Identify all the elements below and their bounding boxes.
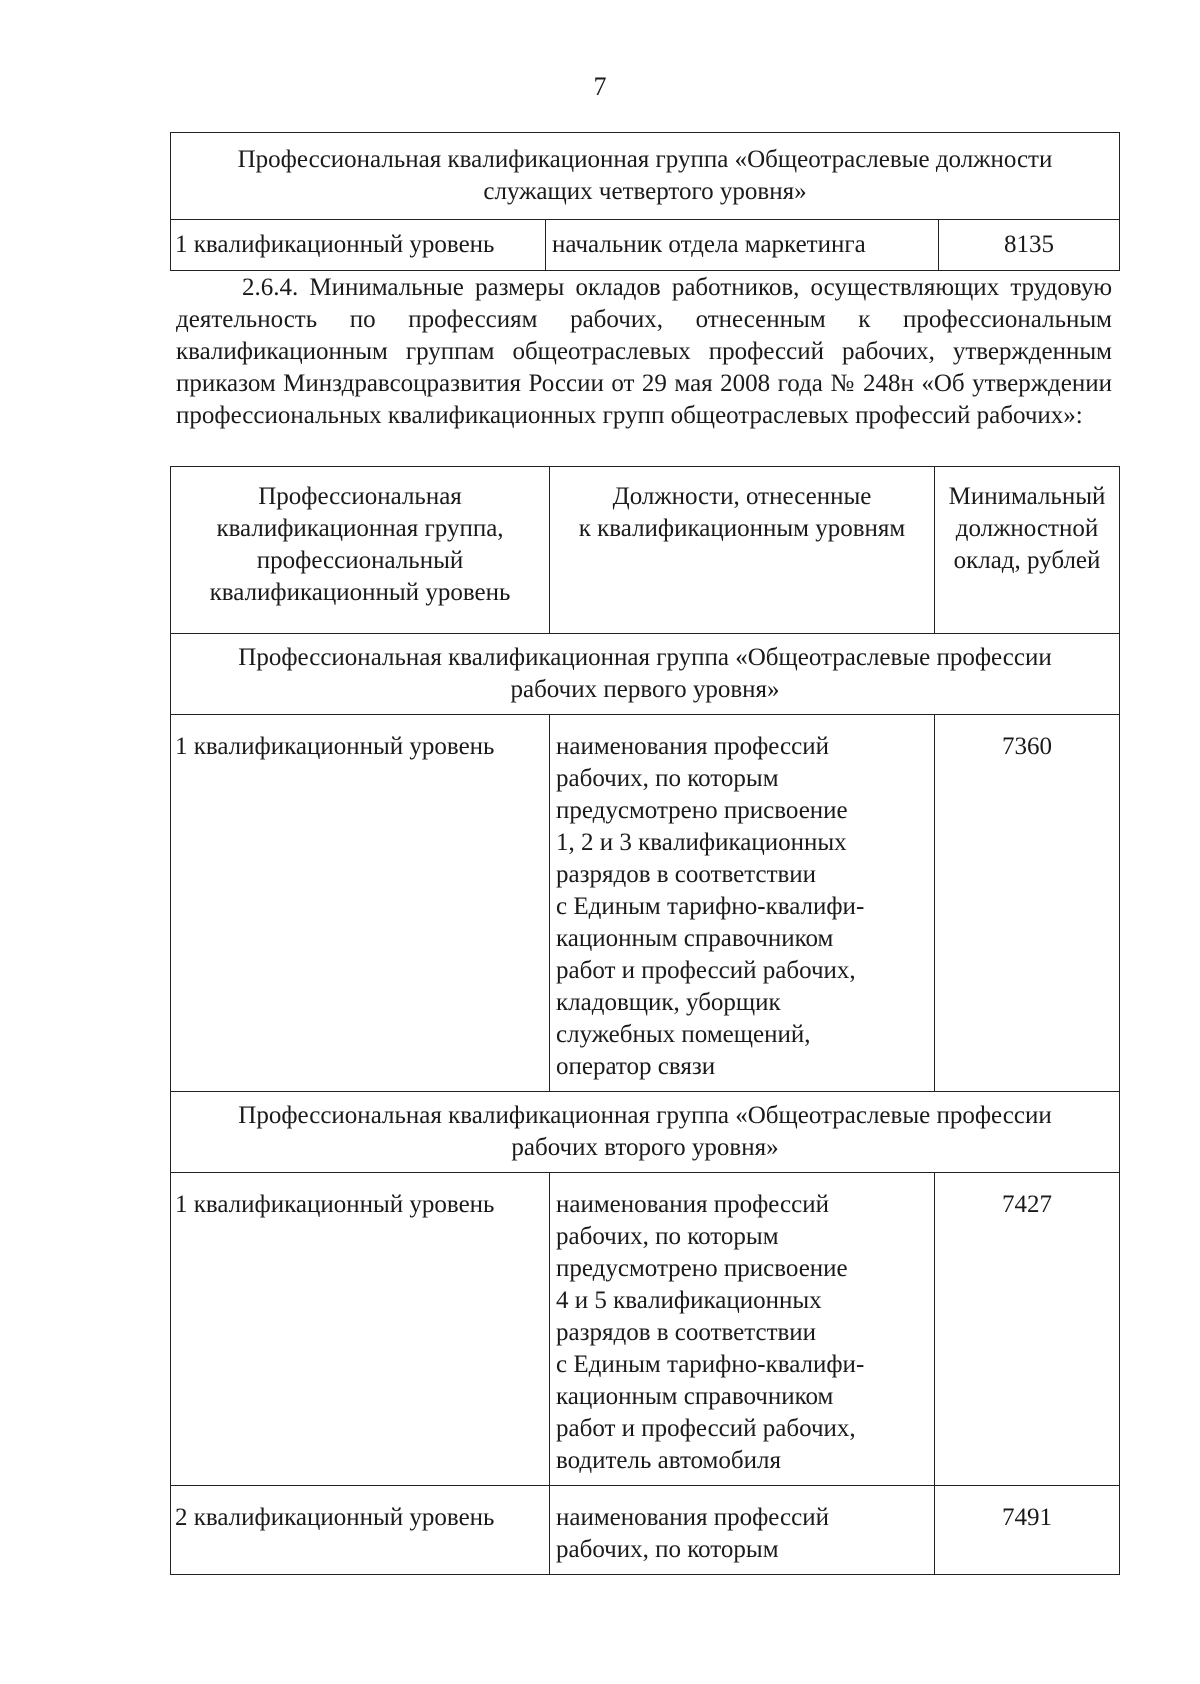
header-salary: [935, 467, 1120, 634]
header-group-level: [171, 467, 550, 634]
group-title-cell: [171, 634, 1120, 715]
table-header-row: [171, 467, 1120, 634]
table-row: [171, 1486, 1120, 1575]
position-line: предусмотрено присвоение: [556, 797, 848, 824]
header-line: Минимальный: [948, 483, 1106, 510]
position-line: кационным справочником: [556, 925, 834, 952]
position-line: оператор связи: [556, 1053, 716, 1080]
level-cell: 1 квалификационный уровень: [171, 220, 546, 271]
position-line: кационным справочником: [556, 1383, 834, 1410]
position-line: с Единым тарифно-квалифи-: [556, 1351, 865, 1378]
qualification-table-servants: [170, 132, 1120, 271]
header-line: оклад, рублей: [953, 547, 1101, 574]
header-line: Должности, отнесенные: [612, 483, 872, 510]
position-line: наименования профессий: [556, 1504, 829, 1531]
positions-cell: [550, 1486, 935, 1575]
position-line: разрядов в соответствии: [556, 861, 817, 888]
qualification-table-workers: [170, 466, 1120, 1575]
header-positions: [550, 467, 935, 634]
table-row-group: [171, 133, 1120, 220]
table-row-group: [171, 634, 1120, 715]
salary-cell: 8135: [939, 220, 1120, 271]
header-line: к квалификационным уровням: [578, 515, 906, 542]
group-title-cell: [171, 1092, 1120, 1173]
header-line: Профессиональная: [258, 483, 462, 510]
group-title-line: Профессиональная квалификационная группа «Общеотраслевые профессии: [238, 644, 1052, 671]
position-line: разрядов в соответствии: [556, 1319, 817, 1346]
level-cell: 1 квалификационный уровень: [171, 1173, 550, 1486]
group-title-line: рабочих второго уровня»: [511, 1134, 779, 1161]
salary-cell: 7360: [935, 715, 1120, 1092]
position-line: наименования профессий: [556, 1191, 829, 1218]
header-line: должностной: [955, 515, 1099, 542]
level-cell: 2 квалификационный уровень: [171, 1486, 550, 1575]
table-row: [171, 1173, 1120, 1486]
positions-cell: [550, 1173, 935, 1486]
salary-cell: 7491: [935, 1486, 1120, 1575]
page-number: 7: [593, 72, 607, 101]
position-line: служебных помещений,: [556, 1021, 811, 1048]
header-line: квалификационный уровень: [209, 579, 511, 606]
table-row: [171, 220, 1120, 271]
position-line: работ и профессий рабочих,: [556, 1415, 856, 1442]
position-line: наименования профессий: [556, 733, 829, 760]
salary-cell: 7427: [935, 1173, 1120, 1486]
group-title-line: Профессиональная квалификационная группа «Общеотраслевые профессии: [238, 1102, 1052, 1129]
position-line: кладовщик, уборщик: [556, 989, 781, 1016]
position-line: 4 и 5 квалификационных: [556, 1287, 822, 1314]
position-line: рабочих, по которым: [556, 1536, 779, 1563]
header-line: профессиональный: [256, 547, 464, 574]
table-row: [171, 715, 1120, 1092]
position-cell: начальник отдела маркетинга: [546, 220, 939, 271]
table-row-group: [171, 1092, 1120, 1173]
position-line: предусмотрено присвоение: [556, 1255, 848, 1282]
header-line: квалификационная группа,: [216, 515, 504, 542]
position-line: с Единым тарифно-квалифи-: [556, 893, 865, 920]
group-title-line: рабочих первого уровня»: [510, 676, 780, 703]
position-line: работ и профессий рабочих,: [556, 957, 856, 984]
position-line: 1, 2 и 3 квалификационных: [556, 829, 847, 856]
level-cell: 1 квалификационный уровень: [171, 715, 550, 1092]
positions-cell: [550, 715, 935, 1092]
position-line: водитель автомобиля: [556, 1447, 781, 1474]
position-line: рабочих, по которым: [556, 1223, 779, 1250]
group-title-cell: Профессиональная квалификационная группа «Общеотраслевые должности служащих четвертого уровня»: [171, 133, 1120, 220]
position-line: рабочих, по которым: [556, 765, 779, 792]
section-paragraph: 2.6.4. Минимальные размеры окладов работников, осуществляющих трудовую деятельность по профессиям рабочих, отнесенным к профессиональным квалификационным группам общеотраслевых профессий рабочих, утвержденным приказом Минздравсоцразвития России от 29 мая 2008 года № 248н «Об утверждении профессиональных квалификационных групп общеотраслевых профессий рабочих»:: [176, 274, 1112, 429]
